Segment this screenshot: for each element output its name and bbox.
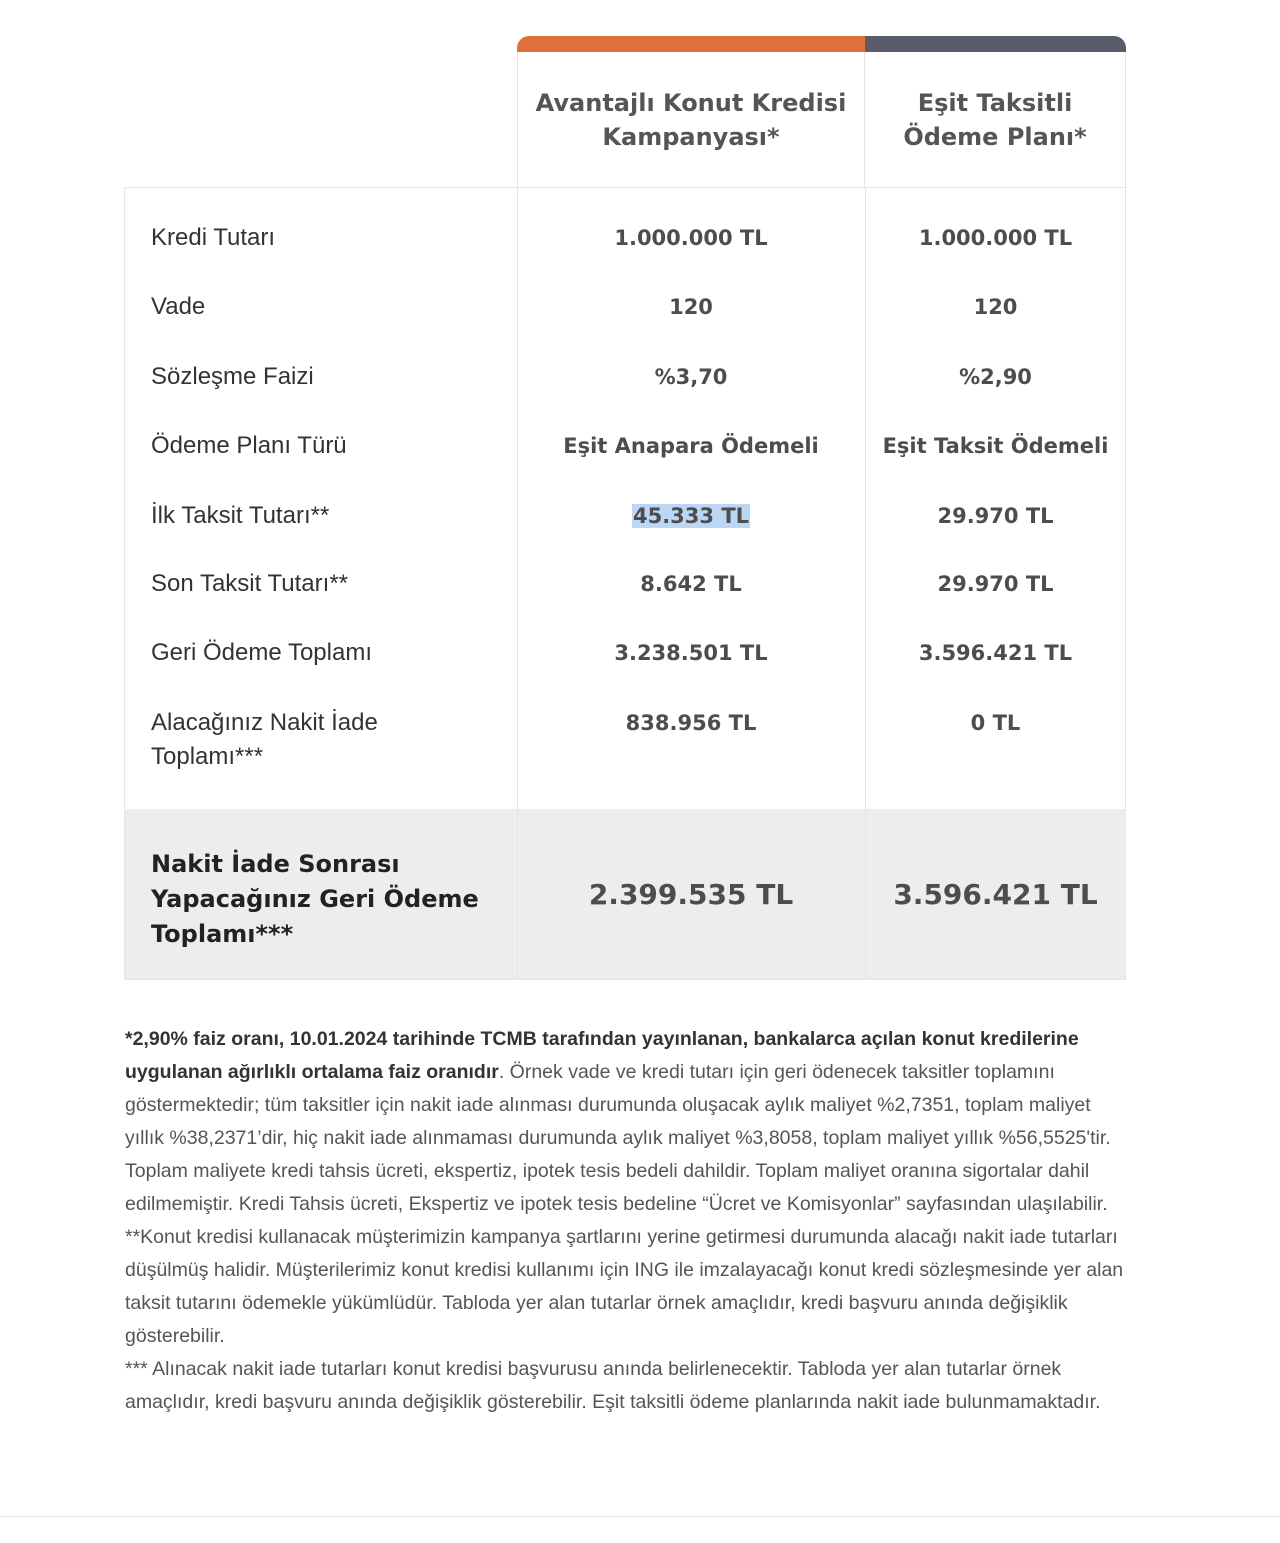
campaign-value [517,499,865,533]
plan-value: Eşit Taksit Ödemeli [882,434,1109,458]
plan-total-value: 3.596.421 TL [893,878,1098,911]
total-label: Nakit İade Sonrası Yapacağınız Geri Ödeme Toplamı*** [151,850,479,948]
campaign-value: %3,70 [654,365,728,389]
plan-value: 29.970 TL [937,504,1054,528]
footnotes [125,1023,1125,1419]
campaign-value: 8.642 TL [640,572,742,596]
row-label: Vade [151,293,206,320]
footnote-1 [125,1023,1125,1221]
row-label: Sözleşme Faizi [151,363,314,390]
bottom-divider [0,1516,1280,1517]
column-divider [865,809,866,979]
plan-value: 120 [973,295,1018,319]
footnote-2: **Konut kredisi kullanacak müşterimizin kampanya şartlarını yerine getirmesi durumunda alacağı nakit iade tutarları düşülmüş halidir. Müşterilerimiz konut kredisi kullanımı için ING ile imzalayacağı konut kredi sözleşmesinde yer alan taksit tutarını ödemekle yükümlüdür. Tabloda yer alan tutarlar örnek amaçlıdır, kredi başvuru anında değişiklik gösterebilir. [125,1226,1124,1347]
comparison-table [124,187,1126,980]
campaign-accent-bar [517,36,865,52]
column-divider [517,809,518,979]
plan-value: %2,90 [959,365,1032,389]
plan-column-header [865,52,1126,188]
campaign-value: Eşit Anapara Ödemeli [563,434,819,458]
plan-value: 0 TL [970,711,1021,735]
row-label: Son Taksit Tutarı** [151,570,348,597]
row-label: Kredi Tutarı [151,224,276,251]
campaign-value: 838.956 TL [625,711,757,735]
footnote-1-text: . Örnek vade ve kredi tutarı için geri ödenecek taksitler toplamını göstermektedir; tüm taksitler için nakit iade alınması durumunda oluşacak aylık maliyet %2,7351, toplam maliyet yıllık %38,2371’dir, hiç nakit iade alınmaması durumunda aylık maliyet %3,8058, toplam maliyet yıllık %56,5525'tir. Toplam maliyete kredi tahsis ücreti, ekspertiz, ipotek tesis bedeli dahildir. Toplam maliyet oranına sigortalar dahil edilmemiştir. Kredi Tahsis ücreti, Ekspertiz ve ipotek tesis bedeline “Ücret ve Komisyonlar” sayfasından ulaşılabilir. [125,1061,1111,1215]
footnote-3: *** Alınacak nakit iade tutarları konut kredisi başvurusu anında belirlenecektir. Tabloda yer alan tutarlar örnek amaçlıdır, kredi başvuru anında değişiklik gösterebilir. Eşit taksitli ödeme planlarında nakit iade bulunmamaktadır. [125,1358,1101,1413]
plan-accent-bar [865,36,1126,52]
row-label: Ödeme Planı Türü [151,432,347,459]
row-label: Alacağınız Nakit İade Toplamı*** [151,709,378,770]
selected-text-highlight[interactable]: 45.333 TL [632,504,750,528]
plan-value: 29.970 TL [937,572,1054,596]
campaign-column-header [517,52,865,188]
plan-column-title: Eşit Taksitli Ödeme Planı* [903,89,1087,151]
plan-value: 3.596.421 TL [918,641,1073,665]
row-label: Geri Ödeme Toplamı [151,639,372,666]
campaign-value: 1.000.000 TL [614,226,768,250]
campaign-value: 120 [669,295,713,319]
row-label: İlk Taksit Tutarı** [151,502,330,529]
campaign-value: 3.238.501 TL [614,641,768,665]
campaign-column-title: Avantajlı Konut Kredisi Kampanyası* [535,89,847,151]
footnote-1-bold: *2,90% faiz oranı, 10.01.2024 tarihinde TCMB tarafından yayınlanan, bankalarca açılan konut kredilerine uygulanan ağırlıklı ortalama faiz oranıdır [125,1028,1079,1083]
total-row [125,809,1125,979]
campaign-total-value: 2.399.535 TL [588,878,794,911]
plan-value: 1.000.000 TL [918,226,1073,250]
